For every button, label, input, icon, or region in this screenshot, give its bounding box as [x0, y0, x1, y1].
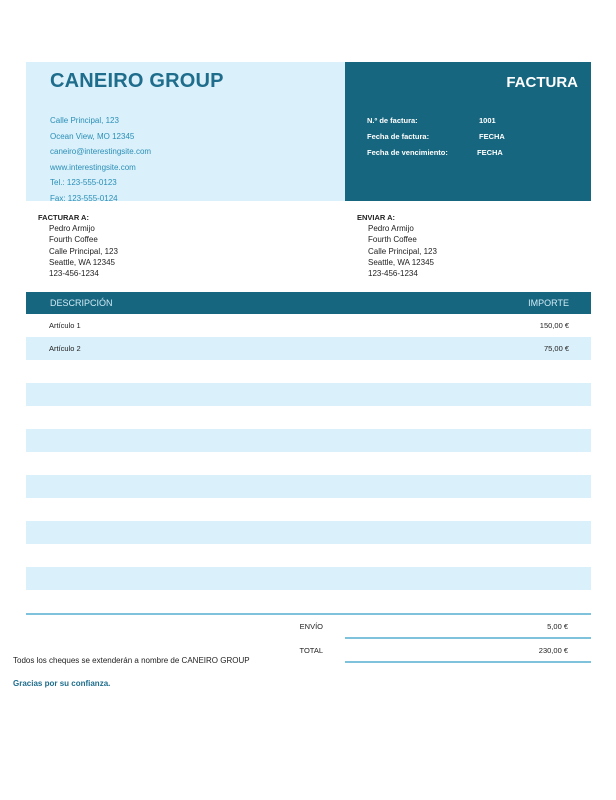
invoice-meta [367, 112, 505, 160]
bill-to-line: Seattle, WA 12345 [49, 257, 115, 267]
payment-note: Todos los cheques se extenderán a nombre de CANEIRO GROUP [13, 656, 250, 665]
bill-to-line: Calle Principal, 123 [49, 246, 118, 256]
table-row [26, 452, 591, 475]
invoice-due-label: Fecha de vencimiento: [367, 147, 448, 157]
table-row [26, 475, 591, 498]
addresses [26, 212, 591, 292]
invoice-date-label: Fecha de factura: [367, 131, 430, 141]
ship-to-line: Fourth Coffee [368, 235, 417, 245]
company-website: www.interestingsite.com [50, 162, 136, 172]
invoice-due-value: FECHA [477, 147, 503, 157]
company-block [26, 62, 345, 201]
table-row [26, 406, 591, 429]
table-row [26, 590, 591, 613]
bill-to-line: Pedro Armijo [49, 224, 95, 234]
company-fax: Fax: 123-555-0124 [50, 193, 118, 203]
shipping-value: 5,00 € [547, 622, 568, 631]
total-value: 230,00 € [538, 646, 568, 655]
company-contact [50, 113, 151, 206]
items-table-body [26, 314, 591, 613]
table-row [26, 567, 591, 590]
invoice-meta-block [345, 62, 591, 201]
invoice-page [26, 62, 591, 663]
item-amount: 150,00 € [539, 321, 569, 330]
shipping-row [26, 615, 591, 637]
invoice-header [26, 62, 591, 201]
company-address-line2: Ocean View, MO 12345 [50, 131, 135, 141]
column-header-description: DESCRIPCIÓN [50, 298, 113, 308]
company-phone: Tel.: 123-555-0123 [50, 178, 117, 187]
invoice-date-value: FECHA [479, 131, 505, 141]
shipping-label: ENVÍO [299, 622, 323, 631]
item-amount: 75,00 € [543, 344, 569, 353]
invoice-number-label: N.º de factura: [367, 115, 418, 125]
item-description: Artículo 1 [49, 321, 81, 330]
invoice-number-row [367, 112, 505, 128]
table-row [26, 383, 591, 406]
table-row [26, 337, 591, 360]
bill-to-block [26, 212, 345, 292]
table-row [26, 498, 591, 521]
bill-to-line: 123-456-1234 [49, 269, 99, 279]
table-row [26, 544, 591, 567]
table-row [26, 429, 591, 452]
invoice-due-row [367, 144, 505, 160]
ship-to-line: 123-456-1234 [368, 269, 418, 279]
company-name: CANEIRO GROUP [50, 70, 224, 92]
bill-to-line: Fourth Coffee [49, 235, 98, 245]
table-row [26, 360, 591, 383]
company-address-line1: Calle Principal, 123 [50, 116, 119, 125]
column-header-amount: IMPORTE [528, 298, 569, 308]
company-email: caneiro@interestingsite.com [50, 147, 152, 156]
invoice-number-value: 1001 [479, 115, 496, 125]
invoice-title: FACTURA [506, 74, 578, 91]
ship-to-title: ENVIAR A: [357, 213, 396, 222]
item-description: Artículo 2 [49, 344, 81, 353]
table-row [26, 521, 591, 544]
ship-to-line: Calle Principal, 123 [368, 246, 437, 256]
thanks-message: Gracias por su confianza. [13, 679, 111, 688]
ship-to-block [345, 212, 591, 292]
ship-to-line: Pedro Armijo [368, 224, 414, 234]
items-table-header [26, 292, 591, 314]
bill-to-title: FACTURAR A: [38, 213, 89, 222]
total-divider [345, 661, 591, 663]
table-row [26, 314, 591, 337]
total-label: TOTAL [299, 646, 323, 655]
invoice-date-row [367, 128, 505, 144]
ship-to-line: Seattle, WA 12345 [368, 257, 434, 267]
